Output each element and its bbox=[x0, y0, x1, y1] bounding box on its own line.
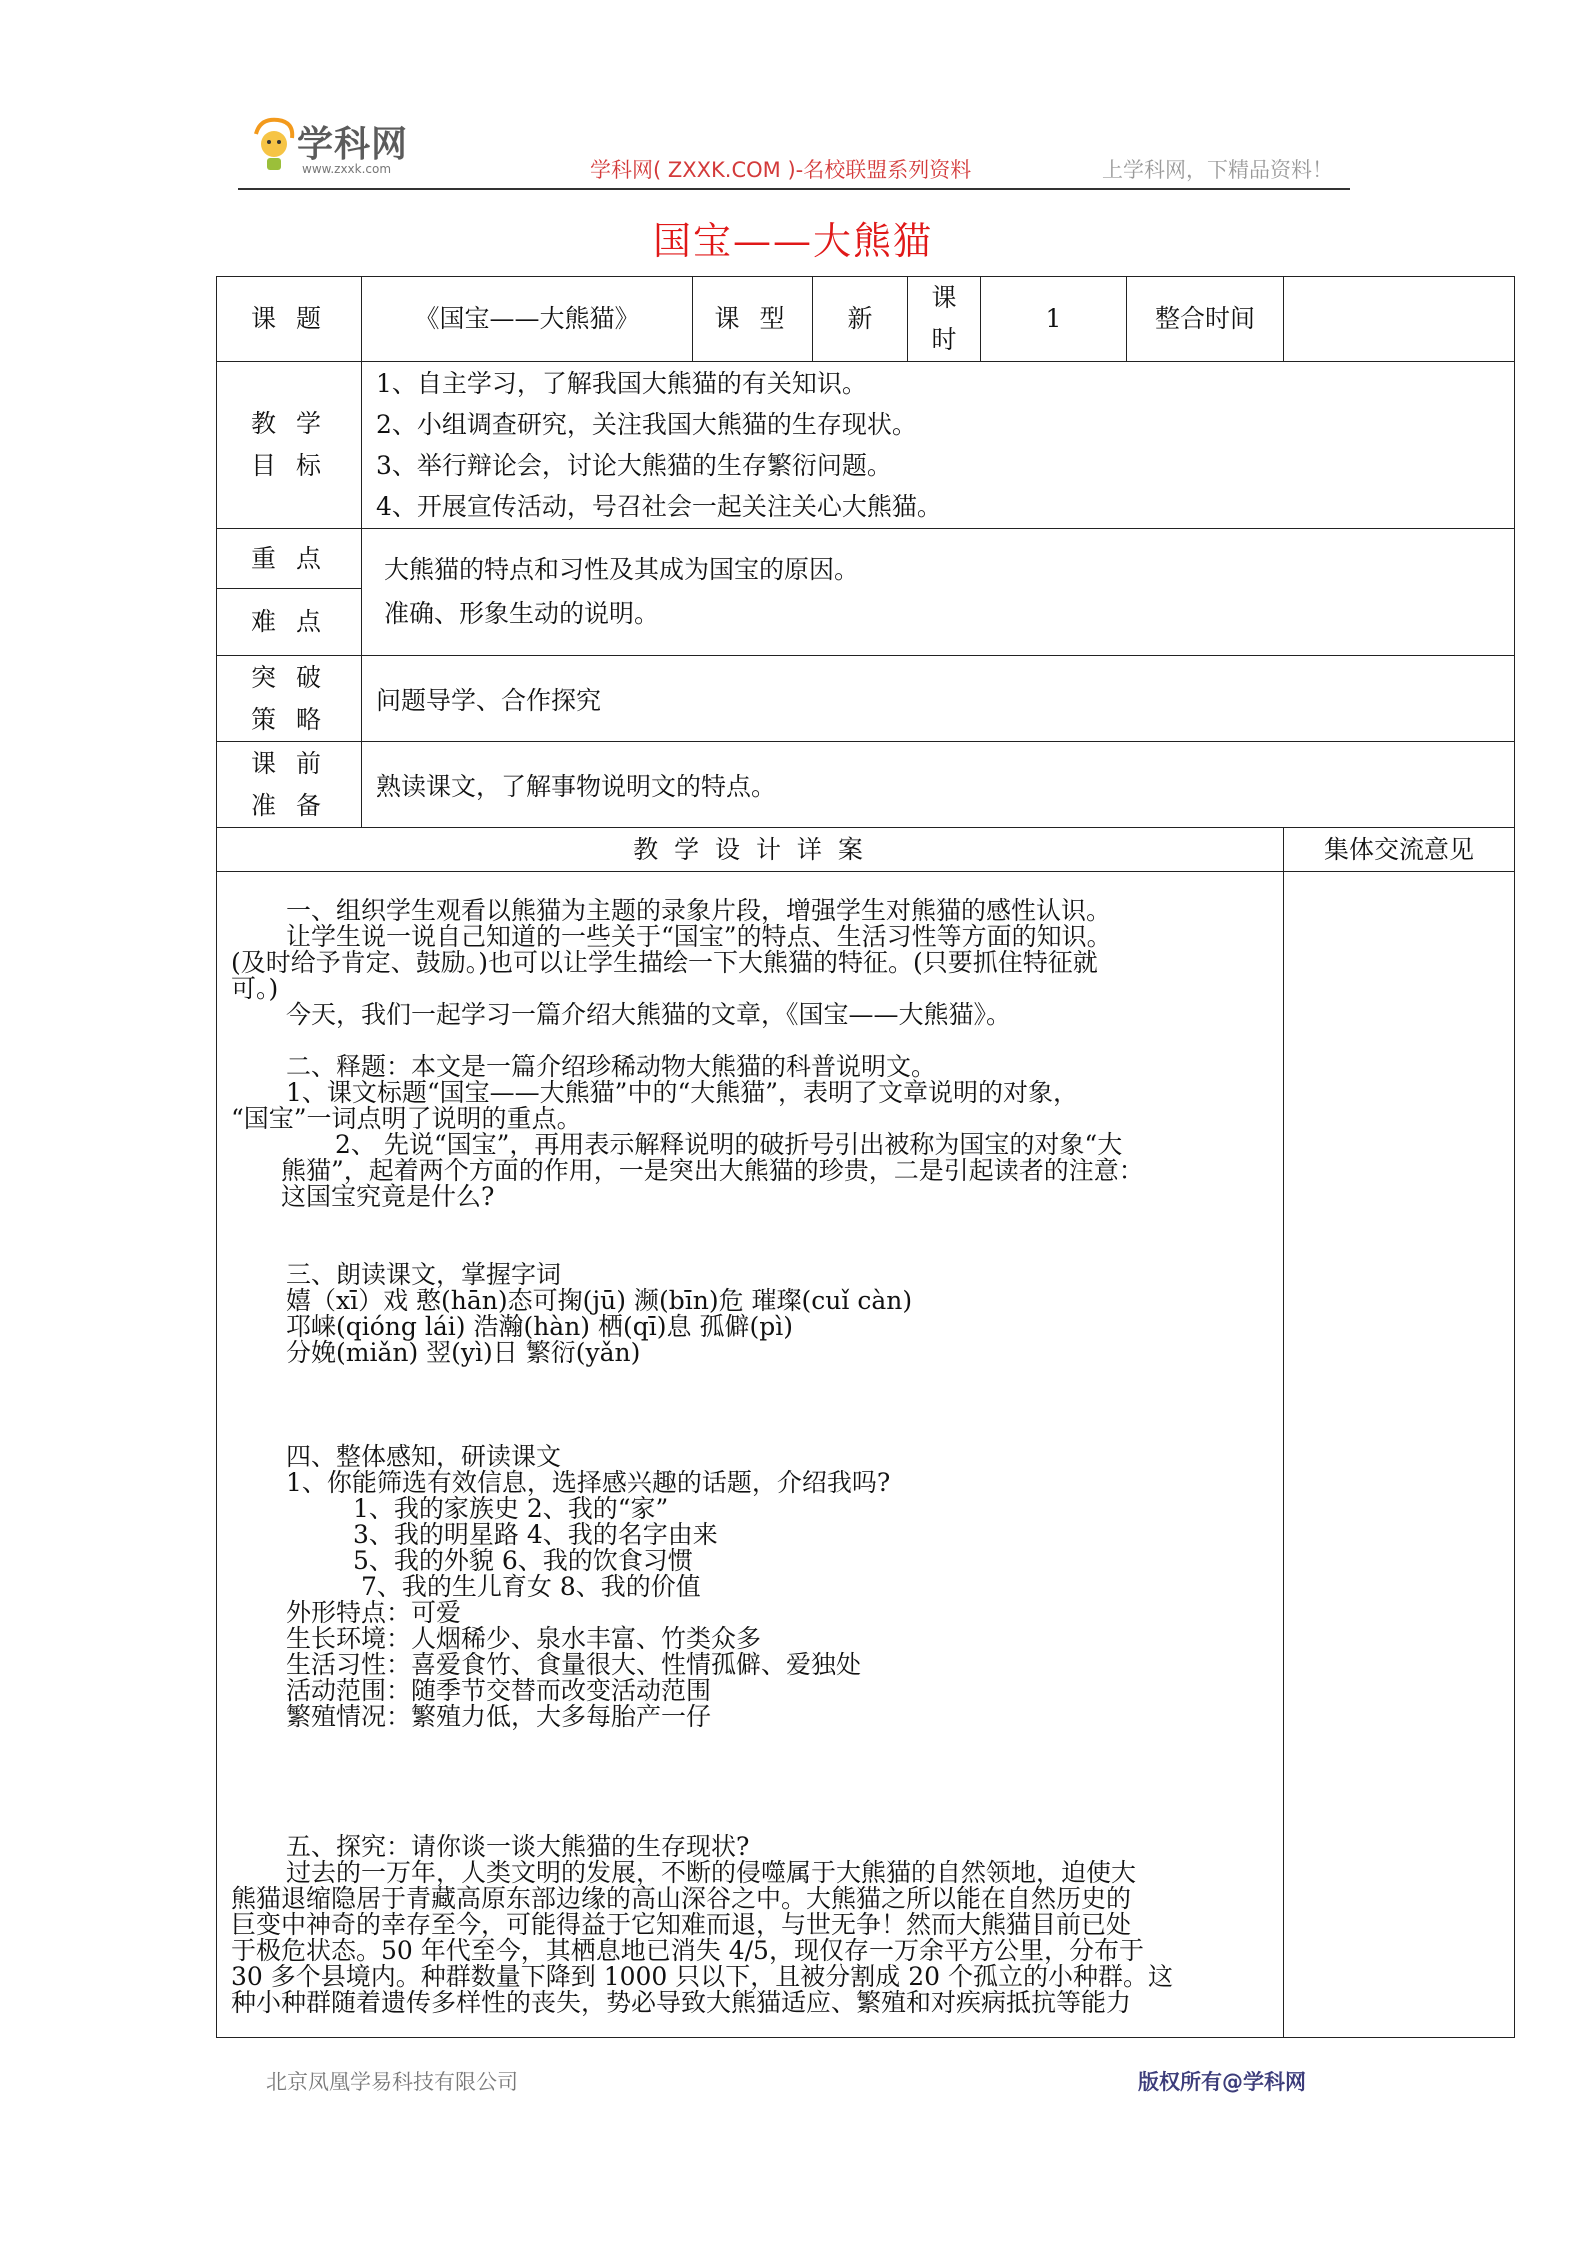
type-value: 新 bbox=[813, 277, 908, 362]
page-title: 国宝——大熊猫 bbox=[652, 219, 933, 263]
collective-opinion-heading: 集体交流意见 bbox=[1284, 828, 1515, 872]
strategy-row bbox=[217, 656, 1515, 742]
goal-item: 1、自主学习，了解我国大熊猫的有关知识。 bbox=[376, 369, 867, 398]
vocab-line: 邛崃(qióng lái) 浩瀚(hàn) 栖(qī)息 孤僻(pì) bbox=[286, 1312, 793, 1341]
header-rule bbox=[238, 188, 1350, 190]
logo-url: www.zxxk.com bbox=[302, 162, 392, 176]
preparation-label-line-1: 课 前 bbox=[251, 748, 327, 778]
design-paragraph: 四、整体感知，研读课文 bbox=[286, 1442, 562, 1471]
feature-line: 活动范围：随季节交替而改变活动范围 bbox=[286, 1676, 712, 1705]
difficulty-label: 难 点 bbox=[217, 589, 362, 656]
strategy-label-line-1: 突 破 bbox=[251, 662, 327, 692]
topic-line: 1、我的家族史 2、我的“家” bbox=[353, 1494, 669, 1523]
course-value: 《国宝——大熊猫》 bbox=[362, 277, 693, 362]
period-label-line-2: 时 bbox=[931, 325, 957, 354]
topic-line: 5、我的外貌 6、我的饮食习惯 bbox=[353, 1546, 693, 1575]
design-paragraph: 二、释题：本文是一篇介绍珍稀动物大熊猫的科普说明文。 bbox=[286, 1052, 937, 1081]
preparation-row bbox=[217, 742, 1515, 828]
feature-line: 外形特点：可爱 bbox=[286, 1598, 462, 1627]
design-paragraph: 巨变中神奇的幸存至今，可能得益于它知难而退，与世无争！然而大熊猫目前已处 bbox=[231, 1910, 1132, 1939]
period-value: 1 bbox=[981, 277, 1127, 362]
logo bbox=[250, 114, 440, 182]
lesson-plan-table bbox=[216, 276, 1515, 2038]
preparation-label-line-2: 准 备 bbox=[251, 790, 327, 820]
goals-label-line-1: 教 学 bbox=[251, 409, 327, 438]
difficulty-value: 准确、形象生动的说明。 bbox=[384, 599, 660, 628]
design-paragraph: 让学生说一说自己知道的一些关于“国宝”的特点、生活习性等方面的知识。 bbox=[286, 922, 1112, 951]
design-paragraph: 可。) bbox=[231, 974, 279, 1003]
design-paragraph: 这国宝究竟是什么? bbox=[281, 1182, 495, 1211]
design-paragraph: 熊猫退缩隐居于青藏高原东部边缘的高山深谷之中。大熊猫之所以能在自然历史的 bbox=[231, 1884, 1132, 1913]
goals-list bbox=[362, 362, 1515, 529]
design-body-row bbox=[217, 872, 1515, 2038]
strategy-label bbox=[217, 656, 362, 742]
integration-label: 整合时间 bbox=[1127, 277, 1284, 362]
strategy-value: 问题导学、合作探究 bbox=[362, 656, 1515, 742]
design-heading-row bbox=[217, 828, 1515, 872]
topic-line: 7、我的生儿育女 8、我的价值 bbox=[361, 1572, 701, 1601]
design-paragraph: (及时给予肯定、鼓励。)也可以让学生描绘一下大熊猫的特征。(只要抓住特征就 bbox=[231, 948, 1098, 977]
type-label: 课 型 bbox=[693, 277, 813, 362]
design-body bbox=[217, 872, 1284, 2038]
design-paragraph: 1、课文标题“国宝——大熊猫”中的“大熊猫”，表明了文章说明的对象， bbox=[286, 1078, 1079, 1107]
strategy-label-line-2: 策 略 bbox=[251, 704, 327, 734]
collective-opinion-body bbox=[1284, 872, 1515, 2038]
design-paragraph: 一、组织学生观看以熊猫为主题的录象片段，增强学生对熊猫的感性认识。 bbox=[286, 896, 1112, 925]
footer-company: 北京凤凰学易科技有限公司 bbox=[266, 2070, 518, 2094]
goal-item: 2、小组调查研究，关注我国大熊猫的生存现状。 bbox=[376, 410, 917, 439]
preparation-value: 熟读课文，了解事物说明文的特点。 bbox=[362, 742, 1515, 828]
topic-line: 3、我的明星路 4、我的名字由来 bbox=[353, 1520, 718, 1549]
bulb-mascot-icon bbox=[250, 114, 298, 180]
key-point-value: 大熊猫的特点和习性及其成为国宝的原因。 bbox=[384, 555, 860, 584]
design-paragraph: 1、你能筛选有效信息，选择感兴趣的话题，介绍我吗? bbox=[286, 1468, 891, 1497]
header-right-text: 上学科网，下精品资料！ bbox=[1102, 158, 1333, 182]
focus-cell bbox=[362, 529, 1515, 656]
goals-label-line-2: 目 标 bbox=[251, 451, 327, 480]
logo-text: 学科网 bbox=[297, 124, 409, 165]
goals-label bbox=[217, 362, 362, 529]
goal-item: 4、开展宣传活动，号召社会一起关注关心大熊猫。 bbox=[376, 492, 942, 521]
feature-line: 生活习性：喜爱食竹、食量很大、性情孤僻、爱独处 bbox=[286, 1650, 862, 1679]
integration-value bbox=[1284, 277, 1515, 362]
design-paragraph: 过去的一万年，人类文明的发展，不断的侵噬属于大熊猫的自然领地，迫使大 bbox=[286, 1858, 1137, 1887]
goals-row bbox=[217, 362, 1515, 529]
header-center-text: 学科网( ZXXK.COM )-名校联盟系列资料 bbox=[590, 158, 972, 182]
design-paragraph: 今天，我们一起学习一篇介绍大熊猫的文章，《国宝——大熊猫》。 bbox=[286, 1000, 1012, 1029]
preparation-label bbox=[217, 742, 362, 828]
design-paragraph: 种小种群随着遗传多样性的丧失，势必导致大熊猫适应、繁殖和对疾病抵抗等能力 bbox=[231, 1988, 1132, 2017]
vocab-line: 分娩(miǎn) 翌(yì)日 繁衍(yǎn) bbox=[286, 1338, 641, 1367]
feature-line: 繁殖情况：繁殖力低，大多每胎产一仔 bbox=[286, 1702, 712, 1731]
design-paragraph: “国宝”一词点明了说明的重点。 bbox=[231, 1104, 582, 1133]
design-heading: 教 学 设 计 详 案 bbox=[217, 828, 1284, 872]
feature-line: 生长环境：人烟稀少、泉水丰富、竹类众多 bbox=[286, 1624, 762, 1653]
footer-copyright: 版权所有@学科网 bbox=[1138, 2070, 1306, 2094]
design-paragraph: 于极危状态。50 年代至今，其栖息地已消失 4/5，现仅存一万余平方公里，分布于 bbox=[231, 1936, 1144, 1965]
design-paragraph: 30 多个县境内。种群数量下降到 1000 只以下，且被分割成 20 个孤立的小种群。这 bbox=[231, 1962, 1173, 1991]
key-point-row bbox=[217, 529, 1515, 589]
design-paragraph: 五、探究：请你谈一谈大熊猫的生存现状? bbox=[286, 1832, 750, 1861]
design-paragraph: 2、 先说“国宝”，再用表示解释说明的破折号引出被称为国宝的对象“大 bbox=[335, 1130, 1123, 1159]
course-label: 课 题 bbox=[217, 277, 362, 362]
design-paragraph: 熊猫”，起着两个方面的作用，一是突出大熊猫的珍贵，二是引起读者的注意： bbox=[281, 1156, 1144, 1185]
vocab-line: 嬉（xī）戏 憨(hān)态可掬(jū) 濒(bīn)危 璀璨(cuǐ càn) bbox=[286, 1286, 913, 1315]
goal-item: 3、举行辩论会，讨论大熊猫的生存繁衍问题。 bbox=[376, 451, 892, 480]
design-paragraph: 三、朗读课文，掌握字词 bbox=[286, 1260, 562, 1289]
period-label bbox=[908, 277, 981, 362]
period-label-line-1: 课 bbox=[931, 283, 957, 312]
key-point-label: 重 点 bbox=[217, 529, 362, 589]
meta-row bbox=[217, 277, 1515, 362]
